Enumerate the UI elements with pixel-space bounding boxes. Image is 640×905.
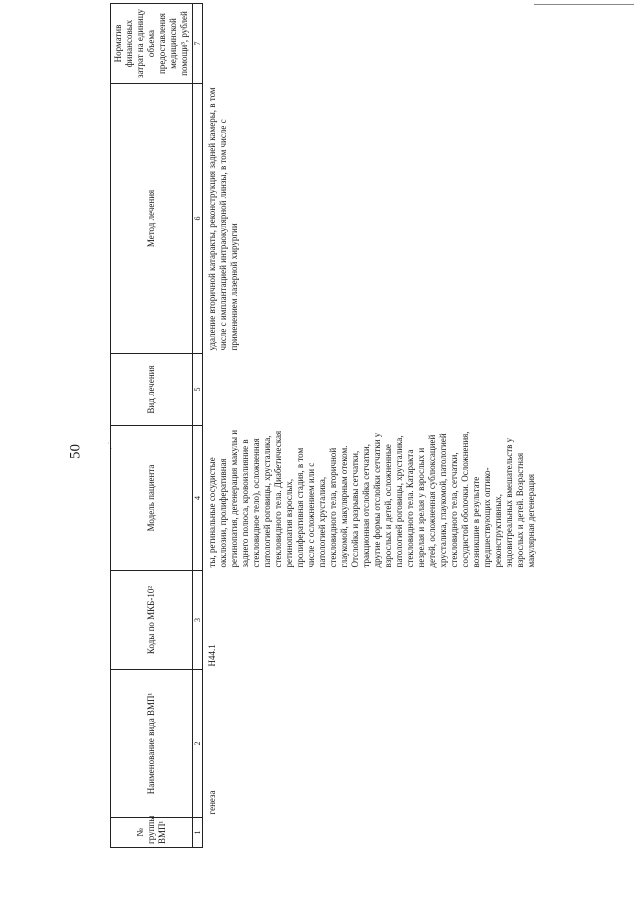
cell-cost-standard xyxy=(203,4,540,84)
column-number-3: 3 xyxy=(193,571,203,670)
table-row xyxy=(203,4,540,848)
column-number-5: 5 xyxy=(193,354,203,426)
column-number-2: 2 xyxy=(193,670,203,818)
header-treatment-method: Метод лечения xyxy=(111,84,193,354)
header-cost-standard: Норматив финансовых затрат на единицу объема предоставления медицинской помощи³, рублей xyxy=(111,4,193,84)
cell-group xyxy=(203,818,540,848)
column-number-7: 7 xyxy=(193,4,203,84)
header-group-number: № группы ВМП¹ xyxy=(111,818,193,848)
header-mkb-code: Коды по МКБ-10² xyxy=(111,571,193,670)
column-number-4: 4 xyxy=(193,426,203,571)
header-patient-model: Модель пациента xyxy=(111,426,193,571)
column-number-6: 6 xyxy=(193,84,203,354)
cell-treatment-method: удаление вторичной катаракты, реконструкция задней камеры, в том числе с имплантацией интраокулярной линзы, в том числе с применением лазерной хирургии xyxy=(207,87,239,351)
vmp-table xyxy=(110,3,539,848)
cell-vmp-name: генеза xyxy=(207,790,217,815)
scan-mark: ˙. xyxy=(107,441,113,451)
page-number: 50 xyxy=(67,444,84,459)
rotated-page xyxy=(110,3,630,848)
cell-treatment-type xyxy=(203,354,540,426)
header-treatment-type: Вид лечения xyxy=(111,354,193,426)
cell-mkb-code: H44.1 xyxy=(207,644,217,667)
header-vmp-name: Наименование вида ВМП¹ xyxy=(111,670,193,818)
column-number-1: 1 xyxy=(193,818,203,848)
cell-patient-model: ты, ретинальные сосудистые окклюзии, пролиферативная ретинопатия, дегенерация макулы и заднего полюса, кровоизлияние в стекловидное тело), осложненная патологией роговицы, хрусталика, стекловидного тела. Диабетическая ретинопатия взрослых, пролиферативная стадия, в том числе с осложнением или с патологией хрусталика, стекловидного тела, вторичной глаукомой, макулярным отеком. Отслойка и разрывы сетчатки, тракционная отслойка сетчатки, другие формы отслойки сетчатки у взрослых и детей, осложненные патологией роговицы, хрусталика, стекловидного тела. Катаракта незрелая и зрелая у взрослых и детей, осложненная сублюксацией хрусталика, глаукомой, патологией стекловидного тела, сетчатки, сосудистой оболочки. Осложнения, возникшие в результате предшествующих оптико-реконструктивных, эндовитреальных вмешательств у взрослых и детей. Возрастная макулярная дегенерация xyxy=(207,429,536,568)
